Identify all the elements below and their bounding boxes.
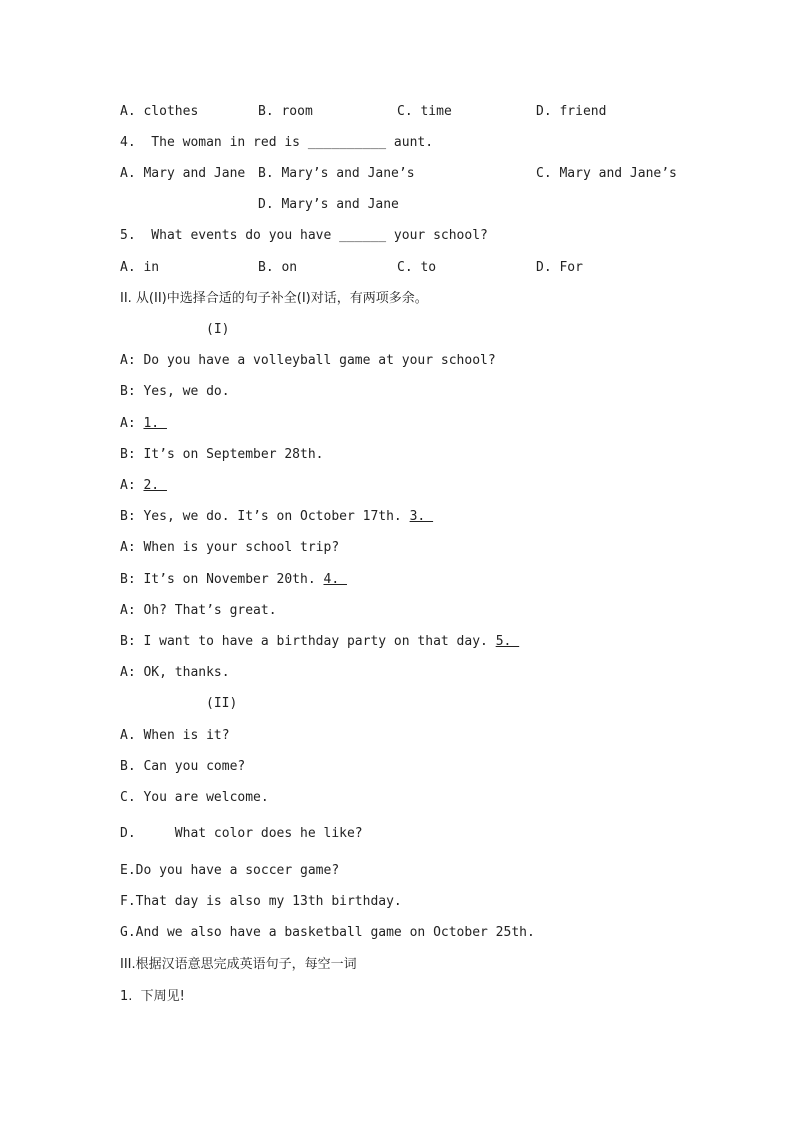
- answer-blank-1[interactable]: 1.: [143, 416, 167, 431]
- q3-option-b: B. room: [258, 104, 313, 119]
- dialogue-line: A: Do you have a volleyball game at your school?: [120, 353, 496, 368]
- choice-item: F.That day is also my 13th birthday.: [120, 894, 402, 909]
- answer-blank-3[interactable]: 3.: [409, 509, 434, 524]
- dialogue-line: B: Yes, we do. It’s on October 17th. 3.: [120, 509, 434, 524]
- choice-item: B. Can you come?: [120, 759, 246, 774]
- q3-option-d: D. friend: [536, 104, 607, 119]
- choice-item: A. When is it?: [120, 728, 230, 743]
- choice-item: C. You are welcome.: [120, 790, 269, 805]
- part-1-label: (I): [206, 322, 230, 337]
- q4-stem: 4. The woman in red is __________ aunt.: [120, 135, 434, 150]
- dialogue-line: B: Yes, we do.: [120, 384, 230, 399]
- dialogue-line: B: I want to have a birthday party on that day. 5.: [120, 634, 520, 649]
- section-3-heading: III.根据汉语意思完成英语句子，每空一词: [120, 957, 357, 972]
- answer-blank-2[interactable]: 2.: [143, 478, 167, 493]
- choice-item: G.And we also have a basketball game on October 25th.: [120, 925, 535, 940]
- q4-option-a: A. Mary and Jane: [120, 166, 246, 181]
- dialogue-line: A: 2.: [120, 478, 167, 493]
- q3-option-a: A. clothes: [120, 104, 199, 119]
- q5-option-a: A. in: [120, 260, 160, 275]
- q3-option-c: C. time: [397, 104, 452, 119]
- q5-option-b: B. on: [258, 260, 298, 275]
- q4-option-d: D. Mary’s and Jane: [258, 197, 399, 212]
- section-3-item-1: 1. 下周见!: [120, 989, 185, 1004]
- dialogue-line: B: It’s on November 20th. 4.: [120, 572, 347, 587]
- choice-item: D. What color does he like?: [120, 826, 363, 841]
- dialogue-line: A: Oh? That’s great.: [120, 603, 277, 618]
- answer-blank-5[interactable]: 5.: [495, 634, 520, 649]
- q4-option-c: C. Mary and Jane’s: [536, 166, 677, 181]
- section-2-heading: II. 从(II)中选择合适的句子补全(I)对话，有两项多余。: [120, 291, 428, 306]
- dialogue-line: A: 1.: [120, 416, 167, 431]
- q5-option-c: C. to: [397, 260, 437, 275]
- choice-item: E.Do you have a soccer game?: [120, 863, 340, 878]
- answer-blank-4[interactable]: 4.: [323, 572, 347, 587]
- dialogue-line: A: When is your school trip?: [120, 540, 340, 555]
- q5-stem: 5. What events do you have ______ your school?: [120, 228, 488, 243]
- q4-option-b: B. Mary’s and Jane’s: [258, 166, 415, 181]
- part-2-label: (II): [206, 696, 238, 711]
- dialogue-line: A: OK, thanks.: [120, 665, 230, 680]
- q5-option-d: D. For: [536, 260, 583, 275]
- dialogue-line: B: It’s on September 28th.: [120, 447, 324, 462]
